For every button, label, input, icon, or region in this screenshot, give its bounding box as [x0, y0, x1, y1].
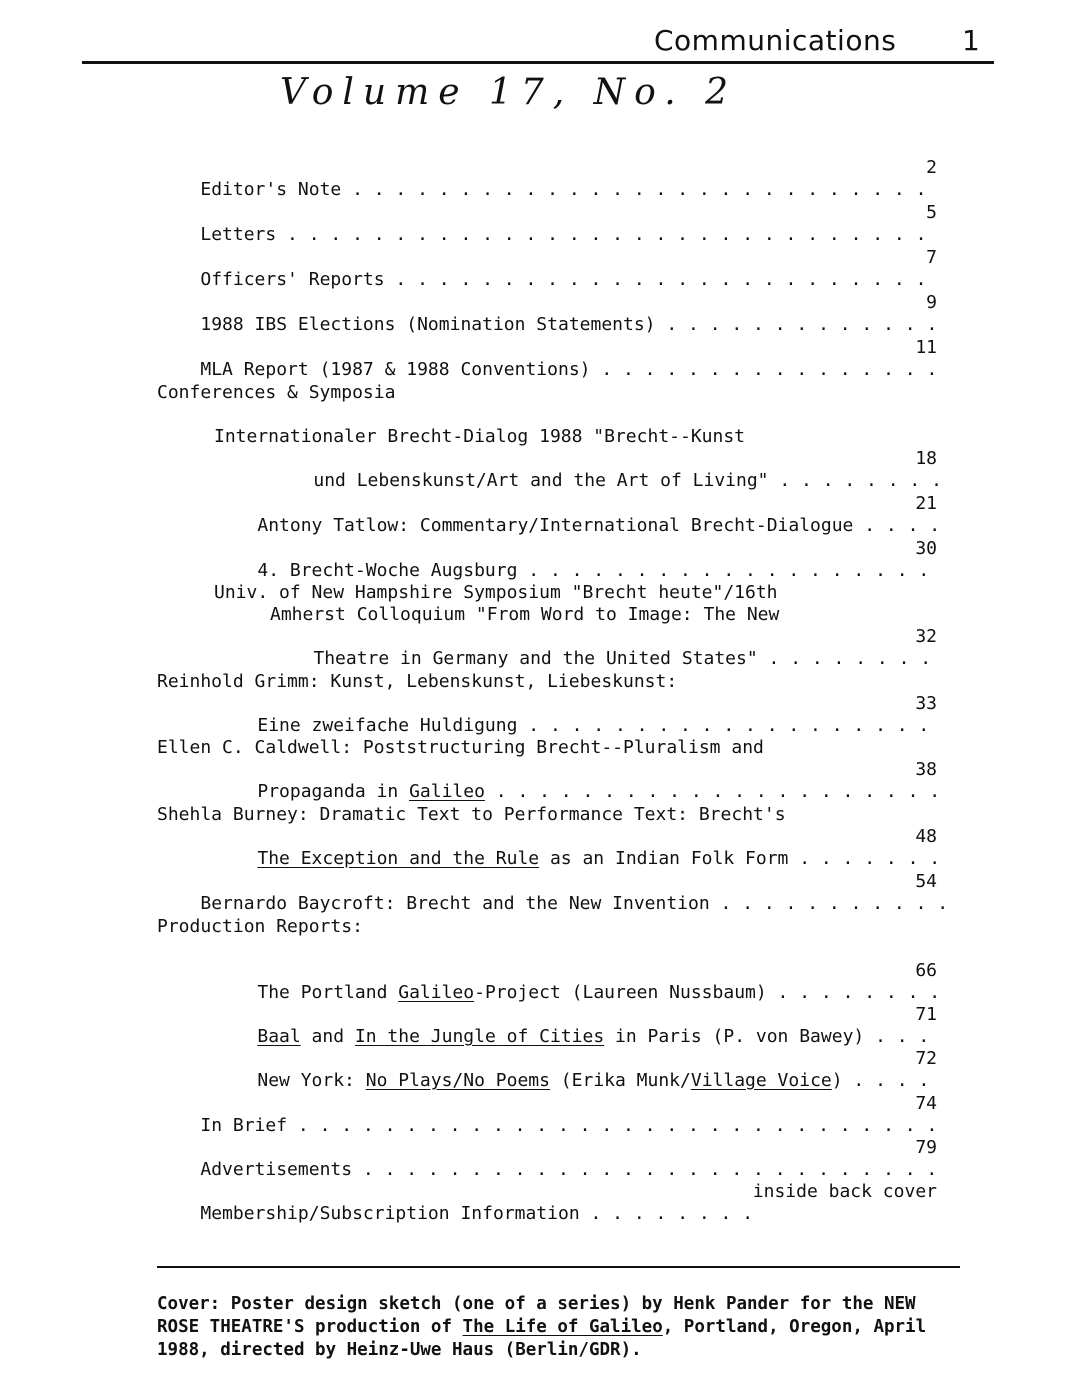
- cover-note-line2-prefix: ROSE THEATRE'S production of: [157, 1317, 463, 1337]
- journal-title: Communications: [654, 24, 897, 57]
- toc-entry-label: Editor's Note: [200, 179, 342, 200]
- toc-entry-label: Eine zweifache Huldigung: [257, 715, 518, 736]
- toc-entry-unh-line2: Amherst Colloquium "From Word to Image: The New: [270, 604, 780, 625]
- toc-entry-label: In Brief: [200, 1115, 288, 1136]
- dot-leader: . . . . . . . . . . . . . . . . . . . . .: [484, 781, 941, 802]
- toc-page-number: 48: [915, 826, 937, 847]
- toc-section-production-reports: Production Reports:: [157, 916, 363, 937]
- toc-entry-label: and: [300, 1026, 355, 1047]
- dot-leader: . . .: [864, 1026, 930, 1047]
- toc-page-number: 32: [915, 626, 937, 647]
- toc-page-number: 54: [915, 871, 937, 892]
- dot-leader: . . . . . . . .: [766, 982, 941, 1003]
- dot-leader: . . . .: [853, 515, 941, 536]
- toc-entry-label: und Lebenskunst/Art and the Art of Living": [313, 470, 769, 491]
- toc-entry-label: The Portland: [257, 982, 399, 1003]
- toc-page-number: 2: [926, 157, 937, 178]
- dot-leader: . . . . . . . . . . . . . . . . . . . . . . . . . . .: [341, 179, 927, 200]
- toc-entry-label: Advertisements: [200, 1159, 353, 1180]
- toc-entry-grimm-line1: Reinhold Grimm: Kunst, Lebenskunst, Liebeskunst:: [157, 671, 678, 692]
- footer-rule: [157, 1266, 960, 1268]
- toc-entry-label: Theatre in Germany and the United States": [313, 648, 758, 669]
- work-title: The Exception and the Rule: [257, 848, 540, 869]
- toc-section-conferences: Conferences & Symposia: [157, 382, 396, 403]
- toc-entry-unh-line1: Univ. of New Hampshire Symposium "Brecht heute"/16th: [214, 582, 778, 603]
- toc-page-number: inside back cover: [752, 1181, 937, 1202]
- work-title: No Plays/No Poems: [365, 1070, 550, 1091]
- toc-page-number: 9: [926, 292, 937, 313]
- header-rule: [82, 61, 994, 64]
- toc-page-number: 72: [915, 1048, 937, 1069]
- toc-page-number: 33: [915, 693, 937, 714]
- toc-entry-label: Bernardo Baycroft: Brecht and the New Invention: [200, 893, 710, 914]
- cover-note-line2-suffix: , Portland, Oregon, April: [662, 1317, 927, 1337]
- toc-entry-label: Officers' Reports: [200, 269, 385, 290]
- toc-page-number: 74: [915, 1093, 937, 1114]
- toc-entry-label: as an Indian Folk Form: [539, 848, 789, 869]
- cover-note-line1: Cover: Poster design sketch (one of a series) by Henk Pander for the NEW: [157, 1294, 916, 1314]
- toc-entry-label: Membership/Subscription Information: [200, 1203, 580, 1224]
- work-title: Galileo: [409, 781, 485, 802]
- toc-page-number: 79: [915, 1137, 937, 1158]
- toc-page-number: 71: [915, 1004, 937, 1025]
- dot-leader: . . . . . . . .: [757, 648, 932, 669]
- dot-leader: . . . . . . . . . . . . . . . . . . .: [517, 715, 930, 736]
- toc-entry-membership: [157, 1181, 753, 1247]
- toc-entry-label: Letters: [200, 224, 277, 245]
- toc-entry-label: ): [831, 1070, 843, 1091]
- work-title: The Life of Galileo: [462, 1317, 663, 1337]
- toc-page-number: 11: [915, 337, 937, 358]
- dot-leader: . . . . . . . .: [579, 1203, 754, 1224]
- toc-entry-label: (Erika Munk/: [549, 1070, 691, 1091]
- work-title: Baal: [257, 1026, 301, 1047]
- toc-entry-burney-line1: Shehla Burney: Dramatic Text to Performance Text: Brecht's: [157, 804, 786, 825]
- dot-leader: . . . . . . . . . . . . . . . . . . . . . . . . . . . . . .: [287, 1115, 938, 1136]
- dot-leader: . . . . . . . .: [768, 470, 942, 491]
- cover-note-line3: 1988, directed by Heinz-Uwe Haus (Berlin/GDR).: [157, 1340, 642, 1360]
- work-title: In the Jungle of Cities: [354, 1026, 605, 1047]
- toc-page-number: 30: [915, 538, 937, 559]
- toc-page-number: 38: [915, 759, 937, 780]
- volume-heading: Volume 17, No. 2: [280, 72, 737, 113]
- dot-leader: . . . . . . . . . . . . . . . . . . . . . . . . . . . . . .: [276, 224, 927, 245]
- work-title: Galileo: [398, 982, 475, 1003]
- toc-entry-label: MLA Report (1987 & 1988 Conventions): [200, 359, 591, 380]
- dot-leader: . . . .: [842, 1070, 930, 1091]
- toc-entry-label: in Paris (P. von Bawey): [604, 1026, 865, 1047]
- toc-entry-label: 4. Brecht-Woche Augsburg: [257, 560, 518, 581]
- toc-page-number: 21: [915, 493, 937, 514]
- toc-page-number: 66: [915, 960, 937, 981]
- toc-entry-label: -Project (Laureen Nussbaum): [474, 982, 767, 1003]
- dot-leader: . . . . . . . . . . . . . . . .: [590, 359, 938, 380]
- dot-leader: . . . . . . .: [788, 848, 941, 869]
- dot-leader: . . . . . . . . . . . . .: [655, 314, 938, 335]
- toc-entry-label: Antony Tatlow: Commentary/International Brecht-Dialogue: [257, 515, 854, 536]
- page-number: 1: [962, 24, 980, 57]
- toc-page-number: 5: [926, 202, 937, 223]
- toc-entry-label: New York:: [257, 1070, 366, 1091]
- cover-note: [157, 1293, 987, 1362]
- toc-entry-label: Propaganda in: [257, 781, 410, 802]
- toc-entry-caldwell-line1: Ellen C. Caldwell: Poststructuring Brecht--Pluralism and: [157, 737, 764, 758]
- toc-page-number: 18: [915, 448, 937, 469]
- work-title: Village Voice: [690, 1070, 832, 1091]
- toc-entry-brecht-dialog-line1: Internationaler Brecht-Dialog 1988 "Brecht--Kunst: [214, 426, 746, 447]
- toc-page-number: 7: [926, 247, 937, 268]
- toc-entry-label: 1988 IBS Elections (Nomination Statements): [200, 314, 656, 335]
- dot-leader: . . . . . . . . . . . . . . . . . . . . . . . . .: [384, 269, 927, 290]
- dot-leader: . . . . . . . . . . . . . . . . . . .: [517, 560, 930, 581]
- dot-leader: . . . . . . . . . . . . . . . . . . . . . . . . . . .: [352, 1159, 938, 1180]
- dot-leader: . . . . . . . . . . .: [709, 893, 949, 914]
